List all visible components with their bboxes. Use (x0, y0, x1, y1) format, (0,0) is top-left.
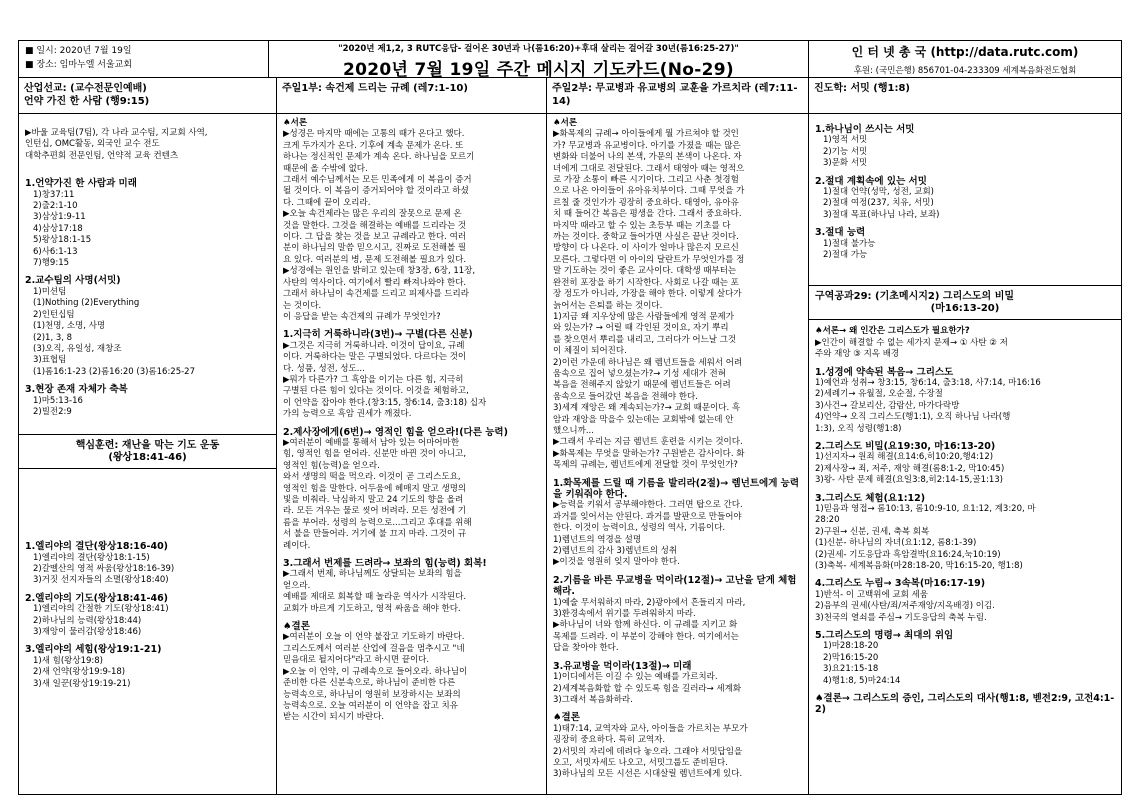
section-list (815, 135, 1115, 169)
text-line: 준비한 다른 신분속으로, 하나님이 준비한 다른 (283, 678, 456, 689)
text-line: (1)롬16:1-23 (2)롬16:20 (3)롬16:25-27 (33, 366, 196, 377)
text-line: 와 있는가? → 어릴 때 각인된 것이요, 자기 뿌리 (553, 323, 729, 334)
conclusion-title: ♠결론 (553, 712, 580, 724)
section-title: 3.절대 능력 (815, 227, 866, 239)
text-line: 장 정도가 아니라, 가장을 해야 한다. 이렇게 살다가 (553, 289, 742, 300)
sponsor-info (809, 41, 1121, 77)
text-line: 1)엘리야의 간절한 기도(왕상18:41) (33, 604, 169, 615)
column-body (547, 114, 808, 785)
text-line: 늙어서는 은퇴를 하는 것이다. (553, 300, 663, 311)
spacer (25, 162, 270, 172)
text-line: 2)음부의 권세(사탄/죄/저주재앙/지옥배경) 이김. (815, 601, 995, 612)
text-line: 능력속으로, 하나님이 영원히 보장하시는 보좌의 (283, 689, 461, 700)
text-line: 주와 재앙 ③ 지옥 배경 (815, 349, 900, 360)
text-line: 복음을 전해주지 않았기 때문에 렘넌트들은 어려 (553, 380, 731, 391)
text-line: 3)새 일꾼(왕상19:19-21) (33, 678, 131, 689)
card-title-block (269, 41, 809, 80)
text-line: 2)세계복음화할 할 수 있도록 힘을 길러라→ 세계화 (553, 683, 742, 694)
text-line: 2)갈멜산의 영적 싸움(왕상18:16-39) (33, 563, 175, 574)
text-line: (3)축복- 세계복음화(마28:18-20, 막16:15-20, 행1:8) (815, 561, 1023, 571)
text-line: 3)천국의 열쇠를 주심→ 기도응답의 축복 누림. (815, 612, 987, 623)
section-title: 1.언약가진 한 사람과 미래 (25, 178, 137, 190)
heading-line: 산업선교: (교수전문인예배) (24, 83, 147, 94)
text-line: 1)선지자→ 원죄 해결(요14:6,히10:20,행4:12) (815, 452, 994, 463)
column-sunday-second (547, 78, 809, 794)
text-line: ▶오늘 이 언약, 이 규례속으로 들어오라. 하나님이 (283, 666, 468, 677)
text-line: 2)제사장→ 죄, 저주, 재앙 해결(롬8:1-2, 막10:45) (815, 463, 1005, 474)
text-line: 그래서 예수님께서는 모든 민족에게 이 복음이 증거 (283, 175, 472, 186)
text-line: 2)구원→ 신분, 권세, 축복 회복 (815, 526, 930, 537)
text-line: 크게 두가지가 온다. 기후에 계속 문제가 온다. 또 (283, 140, 464, 151)
text-line: 구별된 다른 힘이 있다는 것이다. 이것을 체험하고, (283, 386, 469, 397)
text-line: 3)삼상1:9-11 (33, 212, 86, 223)
card-title: 2020년 7월 19일 주간 메시지 기도카드(No-29) (343, 60, 734, 80)
text-line: 6)사6:1-13 (33, 246, 78, 257)
intro-text (815, 338, 1115, 361)
text-line: 가? 무교병과 유교병이다. 아기를 가졌을 때는 많은 (553, 140, 741, 151)
text-line: ▶뭐가 다른가? 그 흑암을 이기는 다른 힘, 지극히 (283, 374, 464, 385)
text-line: 5)왕상18:1-15 (33, 235, 92, 246)
spacer (25, 475, 270, 535)
spacer (25, 418, 270, 428)
text-line: 1)엘리야의 결단(왕상18:1-15) (33, 552, 150, 563)
text-line: 이 체질이 되어진다. (553, 346, 627, 357)
text-line: 다. 성품, 성전, 성도... (283, 363, 365, 374)
column-sunday-first (277, 78, 547, 794)
section-title: 2.기름을 바른 무교병을 먹이라(12절)→ 고난을 닫게 체험해라. (553, 574, 797, 598)
text-line: ▶성경에는 원인을 밝히고 있는데 창3장, 6장, 11장, (283, 266, 476, 277)
text-line: 빛을 비춰라. 낙심하지 말고 24 기도의 향을 올려 (283, 495, 464, 505)
text-line: 1)절대 불가능 (823, 238, 876, 249)
text-line: 때문에 올 수밖에 없다. (283, 163, 368, 174)
text-line: 3)사건→ 갈보리산, 감람산, 마가다락방 (815, 400, 960, 411)
text-line: 이다. 거룩하다는 말은 구별되었다. 다르다는 것이 (283, 352, 467, 363)
text-line: 하나는 정신적인 문제가 계속 온다. 하나님을 모르기 (283, 152, 475, 163)
text-line: ▶그래서 우리는 지금 렘넌트 훈련을 시키는 것이다. (553, 437, 743, 448)
spacer (25, 118, 270, 128)
text-line: 암과 재앙을 막을수 있는데는 교회밖에 없는데 안 (553, 414, 734, 425)
heading-line: 핵심훈련: 재난을 막는 기도 운동 (75, 440, 220, 452)
text-line: ▶여러분이 예배를 통해서 남아 있는 어마어마한 (283, 437, 460, 448)
column-heading: 주일2부: 무교병과 유교병의 교훈을 가르치라 (레7:11-14) (547, 78, 808, 114)
district-lesson-heading (809, 285, 1121, 320)
heading-line: (왕상18:41-46) (108, 451, 187, 463)
text-line: (1)천명, 소명, 사명 (33, 321, 106, 332)
text-line: 2)기능 서밋 (823, 146, 868, 157)
section-text (553, 500, 802, 568)
text-line: 는 것이다. (283, 300, 322, 311)
text-line: 르칠 줄 것인가가 굉장히 중요하다. 태영아, 유아유 (553, 197, 739, 208)
section-title: 2.교수팀의 사명(서밋) (25, 275, 121, 287)
text-line: 가의 능력으로 흑암 권세가 깨졌다. (283, 409, 412, 420)
section-list (815, 239, 1115, 262)
text-line: 3)표협팀 (33, 355, 67, 366)
text-line: 3)하나님의 모든 시선은 시대살릴 렘넌트에게 있다. (553, 769, 743, 780)
text-line: 했으니까... (553, 425, 594, 436)
text-line: 요 있다. 여러분의 병, 문제 도전해볼 필요가 있다. (283, 254, 467, 265)
text-line: 한다. 이것이 능력이요, 성령의 역사, 기름이다. (553, 523, 726, 534)
intro-title: ♠서론 (553, 118, 578, 128)
prayer-card (18, 40, 1122, 792)
section-list (25, 190, 270, 270)
text-line: 1)태7:14, 교역자와 교사, 아이들을 가르치는 부모가 (553, 723, 748, 734)
text-line: 3)그래서 복음화하라. (553, 694, 633, 705)
text-line: 1)예술 무서워하지 마라, 2)광야에서 흔들리지 마라, (553, 597, 746, 608)
text-line: 이 언약을 잡아야 한다.(창3:15, 창6:14, 출3:18) 십자 (283, 397, 487, 408)
text-line: ▶화목제의 규례→ 아이들에게 뭘 가르쳐야 할 것인 (553, 129, 739, 140)
column-body (277, 114, 546, 728)
text-line: 28:20 (815, 515, 840, 526)
text-line: 오고, 서밋자세도 나오고, 서밋그룹도 준비된다. (553, 757, 728, 768)
text-line: 4)행1:8, 5)마24:14 (823, 675, 901, 686)
text-line: 으로 나온 아이들이 유아유치부이다. 그때 무엇을 가 (553, 186, 745, 197)
text-line: 3)거짓 선지자들의 소멸(왕상18:40) (33, 575, 169, 586)
section-title: 3.엘리야의 세힘(왕상19:1-21) (25, 644, 162, 656)
text-line: 3)환경속에서 위기를 두려워하지 마라. (553, 609, 696, 620)
text-line: 이다. 그 답을 찾는 것을 보고 규례라고 한다. 여러 (283, 232, 467, 243)
section-title: 1.엘리야의 결단(왕상18:16-40) (25, 541, 169, 553)
section-title: 1.하나님이 쓰시는 서밋 (815, 124, 915, 135)
text-line: 1)이디에서든 이길 수 있는 예배를 가르치라. (553, 672, 718, 683)
text-line: 2)이런 가운데 하나님은 왜 렘넌트들을 세워서 어려 (553, 357, 743, 368)
card-columns (18, 78, 1122, 795)
text-line: 것을 말한다. 그것을 해결하는 예배를 드리라는 것 (283, 220, 467, 231)
column-progress-study (809, 78, 1121, 794)
text-line: 영적인 힘을 말한다. 어두움에 헤매지 말고 생명의 (283, 483, 467, 494)
text-line: 완전히 포장을 하기 시작한다. 사회로 나갈 때는 포 (553, 277, 739, 288)
text-line: 3)왕- 사탄 문제 해결(요일3:8,히2:14-15,골1:13) (815, 475, 1003, 486)
column-heading: 주일1부: 속건제 드리는 규례 (레7:1-10) (277, 78, 546, 114)
section-title: 2.그리스도 비밀(요19:30, 마16:13-20) (815, 440, 996, 452)
text-line: 녀에게 그대로 전달된다. 그래서 태영아 때는 영적으 (553, 163, 745, 174)
website-label[interactable]: 인 터 넷 총 국 (http://data.rutc.com) (851, 45, 1079, 59)
text-line: 답을 찾아야 한다. (553, 643, 619, 654)
text-line: 1)마5:13-16 (33, 395, 83, 406)
text-line: 목제를 드려라. 이 부분이 강해야 한다. 여기에서는 (553, 631, 739, 642)
intro-text (25, 128, 270, 162)
text-line: 치 때 들어간 복음은 평생을 간다. 그래서 중요하다. (553, 209, 742, 220)
intro-text (553, 129, 802, 471)
text-line: ▶성경은 마지막 때에는 고통의 때가 온다고 했다. (283, 129, 465, 140)
text-line: 라. 모든 겨우는 물로 씻어 버려라. 모든 성전에 기 (283, 506, 467, 517)
text-line: 3)문화 서밋 (823, 158, 868, 169)
text-line: 분이 하나님의 말씀 믿으시고, 진짜로 도전해볼 필 (283, 243, 467, 254)
heading-line: 언약 가진 한 사람 (행9:15) (24, 96, 150, 107)
section-text (283, 341, 540, 421)
text-line: 3)세계 재앙은 왜 계속되는가?→ 교회 때문이다. 흑 (553, 403, 741, 414)
text-line: 과거를 잊어서는 안된다. 과거를 발판으로 만들어야 (553, 511, 742, 522)
text-line: 서 불을 만들어라. 거기에 불 끄지 마라. 그것이 규 (283, 529, 467, 540)
conclusion-title: ♠결론 (283, 621, 310, 633)
text-line: 3)재앙이 물러감(왕상18:46) (33, 627, 142, 637)
text-line: 2)새 언약(왕상19:9-18) (33, 667, 126, 678)
text-line: 다. 그때에 끝이 오리라. (283, 197, 371, 208)
text-line: 1:3), 오직 성령(행1:8) (815, 423, 902, 434)
text-line: 얻으라. (283, 580, 311, 591)
text-line: 움속으로 들어갔던 복음을 전해야 한다. (553, 391, 698, 402)
text-line: (1)신분- 하나님의 자녀(요1:12, 롬8:1-39) (815, 538, 977, 549)
text-line: 변화와 더불어 나의 본색, 가문의 본색이 나온다. 자 (553, 152, 742, 163)
text-line: 대학추편회 전문인팀, 언약적 교육 컨텐츠 (25, 150, 179, 161)
section-list (815, 378, 1115, 435)
card-header (18, 40, 1122, 78)
section-text (283, 438, 540, 552)
text-line: (2)권세- 기도응답과 흑암결박(요16:24,눅10:19) (815, 549, 1001, 560)
section-title: 5.그리스도의 명령→ 최대의 위임 (815, 630, 954, 642)
text-line: 그리스도께서 여러분 산업에 걸음을 멈추시고 "네 (283, 643, 465, 654)
text-line: 로 가장 소통이 빠른 시기이다. 그리고 사춘 첫경험 (553, 175, 739, 186)
text-line: 2)하나님의 능력(왕상18:44) (33, 615, 142, 626)
section-text (283, 569, 540, 615)
text-line: ▶능력을 키워서 공부해야한다. 그러면 탑으로 간다. (553, 500, 743, 511)
text-line: ▶바울 교육팀(7팀), 각 나라 교수팀, 지교회 사역, (25, 128, 208, 138)
spacer (815, 261, 1115, 279)
text-line: 2)빌전2:9 (33, 406, 72, 417)
text-line: 교회가 바르게 기도하고, 영적 싸움을 해야 한다. (283, 603, 461, 614)
section-list (25, 553, 270, 587)
text-line: 1)지금 왜 지우상에 많은 사람들에게 영적 문제가 (553, 311, 734, 322)
text-line: 받는 시간이 되시기 바란다. (283, 712, 385, 723)
text-line: 2)인턴십팀 (33, 309, 75, 320)
section-title: 3.유교병을 먹이라(13절)→ 미래 (553, 660, 692, 672)
donation-account: 후원: (국민은행) 856701-04-233309 세계복음화전도협회 (853, 66, 1077, 76)
section-title: 2.절대 계획속에 있는 서밋 (815, 175, 927, 187)
text-line: 예배를 제대로 회복할 때 놀라운 역사가 시작된다. (283, 592, 467, 603)
text-line: 2)막16:15-20 (823, 652, 879, 663)
section-title: 3.그래서 번제를 드려라→ 보좌의 힘(능력) 회복! (283, 558, 487, 570)
intro-title: ♠서론 (283, 118, 308, 128)
text-line: 4)언약→ 오직 그리스도(행1:1), 오직 하나님 나라(행 (815, 412, 1011, 423)
section-list (815, 590, 1115, 624)
section-list (25, 604, 270, 638)
text-line: (1)Nothing (2)Everything (33, 298, 140, 309)
text-line: 2)서밋의 자리에 데려다 놓으라. 그래야 서밋답임을 (553, 746, 743, 757)
text-line: 2)절대 여정(237, 치유, 서밋) (823, 198, 934, 209)
text-line: 능력속으로. 오늘 여러분이 이 언약을 잡고 치유 (283, 700, 458, 711)
section-text (553, 598, 802, 655)
text-line: 3)요21:15-18 (823, 664, 879, 675)
text-line: ▶화목제는 무엇을 말하는가? 구원받은 감사이다. 화 (553, 448, 745, 459)
section-list (815, 452, 1115, 486)
section-title: 2.엘리야의 기도(왕상18:41-46) (25, 592, 169, 604)
text-line: 1)믿음과 영접→ 롬10:13, 롬10:9-10, 요1:12, 계3:20, 마 (815, 503, 1036, 514)
text-line: 될 것이다. 이 복음이 증거되어야 할 것이라고 하셨 (283, 186, 469, 197)
core-training-heading (19, 434, 276, 469)
column-body (19, 114, 276, 694)
text-line: 그래서 하나님이 속건제를 드리고 피제사를 드리라 (283, 289, 469, 300)
intro-text (283, 129, 540, 323)
text-line: 굉장히 중요하다. 특히 교역자. (553, 735, 666, 746)
section-list (815, 187, 1115, 221)
text-line: 1)예언과 성취→ 창3:15, 창6:14, 출3:18, 사7:14, 마16:16 (815, 377, 1041, 388)
column-body (809, 114, 1121, 720)
section-title: 3.현장 존재 자체가 축복 (25, 384, 128, 396)
section-list (25, 287, 270, 378)
text-line: 7)행9:15 (33, 258, 70, 269)
column-heading: 진도학: 서밋 (행1:8) (809, 78, 1121, 114)
text-line: 목제의 규례는, 렘넌트에게 전달할 것이 무엇인가? (553, 460, 738, 471)
text-line: 믿음대로 될지어다"라고 하시면 끝이다. (283, 655, 430, 666)
text-line: 를 찾으면서 뿌리를 내리고, 그러다가 어느날 그것 (553, 334, 737, 345)
text-line: ▶오늘 속건제라는 많은 우리의 잘못으로 문제 온 (283, 209, 462, 220)
section-title: 1.지극히 거룩하니라(3번)→ 구별(다른 신분) (283, 329, 473, 341)
text-line: 1)렘넌트의 역경을 설명 (553, 534, 642, 545)
text-line: 방향이 다 나온다. 이 사이가 얼마나 많은지 모르신 (553, 243, 739, 254)
heading-line: 구역공과29: (기초메시지2) 그리스도의 비밀 (815, 291, 1015, 303)
text-line: 영적인 힘(능력)을 얻으라. (283, 460, 380, 471)
text-line: 2)절대 가능 (823, 250, 868, 261)
text-line: 례이다. (283, 540, 311, 551)
text-line: (3)오직, 유일성, 재창조 (33, 343, 122, 354)
event-date: ■ 일시: 2020년 7월 19일 (25, 46, 132, 56)
column-heading (19, 78, 276, 114)
text-line: 름을 부어라. 성령의 능력으로...그리고 후대를 위해 (283, 517, 472, 528)
text-line: 1)마28:18-20 (823, 641, 879, 652)
section-list (815, 504, 1115, 572)
column-industrial-mission (19, 78, 277, 794)
conclusion-text (553, 724, 802, 781)
text-line: (2)1, 3, 8 (33, 332, 73, 343)
text-line: 1)창37:11 (33, 189, 75, 200)
text-line: 3)절대 목표(하나님 나라, 보좌) (823, 209, 940, 220)
text-line: 2)출2:1-10 (33, 201, 78, 212)
section-title: 2.제사장에게(6번)→ 영적인 힘을 얻으라!(다른 능력) (283, 426, 508, 438)
text-line: ▶하나님이 너와 함께 하신다. 이 규례를 지키고 화 (553, 620, 738, 631)
event-place: ■ 장소: 임마누엘 서울교회 (25, 60, 133, 70)
text-line: 힘, 영적인 힘을 얻어라. 신분만 바뀐 것이 아니고, (283, 449, 467, 460)
section-list (25, 396, 270, 419)
heading-line: (마16:13-20) (930, 302, 1000, 314)
section-title: 1.성경에 약속된 복음→ 그리스도 (815, 366, 954, 378)
section-title: 1.화목제를 드릴 때 기름을 발리라(2절)→ 렘넌트에게 능력을 키워줘야 한다. (553, 477, 800, 500)
text-line: 사탄의 역사이다. 여기에서 빨리 빠져나와야 한다. (283, 277, 467, 288)
text-line: 와서 생명의 떡을 먹으라. 이것이 곧 그리스도요, (283, 472, 461, 483)
conclusion-text: ♠결론→ 그리스도의 증인, 그리스도의 대사(행1:8, 벧전2:9, 고전4:1-2) (815, 693, 1115, 716)
conclusion-text (283, 632, 540, 723)
section-text (553, 672, 802, 706)
text-line: ▶이것을 영원히 잊지 말아야 한다. (553, 557, 680, 568)
text-line: ▶그래서 번제, 하나님께도 상달되는 보좌의 힘을 (283, 569, 462, 580)
text-line: 2)세례기→ 유월절, 오순절, 수장절 (815, 389, 943, 400)
text-line: ▶그것은 지극히 거룩하니라. 이것이 답이요, 규례 (283, 340, 465, 351)
intro-title: ♠서론→ 왜 인간은 그리스도가 필요한가? (815, 326, 970, 337)
text-line: 1)절대 언약(성막, 성전, 교회) (823, 187, 934, 198)
text-line: 움속으로 집어 넣으셨는가?→ 기성 세대가 전혀 (553, 368, 726, 379)
section-list (25, 656, 270, 690)
text-line: 까는 것이다. 중학교 들어가면 사실은 끝난 것이다. (553, 232, 739, 243)
text-line: 마지막 때라고 할 수 있는 초등부 때는 기초를 다 (553, 220, 731, 231)
text-line: 이 응답을 받는 속건제의 규례가 무엇인가? (283, 311, 441, 322)
text-line: 4)삼상17:18 (33, 223, 83, 234)
text-line: ▶여러분이 오늘 이 언약 붙잡고 기도하기 바란다. (283, 632, 465, 643)
text-line: ▶인간이 해결할 수 없는 세가지 문제→ ① 사탄 ② 저 (815, 337, 1008, 348)
text-line: 모른다. 그렇다면 이 아이의 달란트가 무엇인가를 정 (553, 254, 745, 265)
event-info (19, 41, 269, 77)
section-title: 3.그리스도 체험(요1:12) (815, 492, 926, 504)
text-line: 2)렘넌트의 감사 3)렘넌트의 성취 (553, 546, 678, 557)
section-title: 4.그리스도 누림→ 3속복(마16:17-19) (815, 578, 986, 590)
section-list (815, 641, 1115, 687)
text-line: 1)미션팀 (33, 286, 67, 297)
text-line: 말 기도하는 것이 좋은 교사이다. 대학생 때부터는 (553, 266, 737, 277)
text-line: 1)반석- 이 고백위에 교회 세움 (815, 589, 928, 600)
text-line: 1)새 힘(왕상19:8) (33, 655, 103, 666)
year-theme: "2020년 제1,2, 3 RUTC응답- 걸어온 30년과 나(롬16:20)+후대 살리는 걸어갈 30년(롬16:25-27)" (338, 44, 739, 54)
text-line: 인턴십, OMC활동, 외국인 교수 전도 (25, 139, 160, 150)
text-line: 1)영적 서밋 (823, 135, 868, 146)
